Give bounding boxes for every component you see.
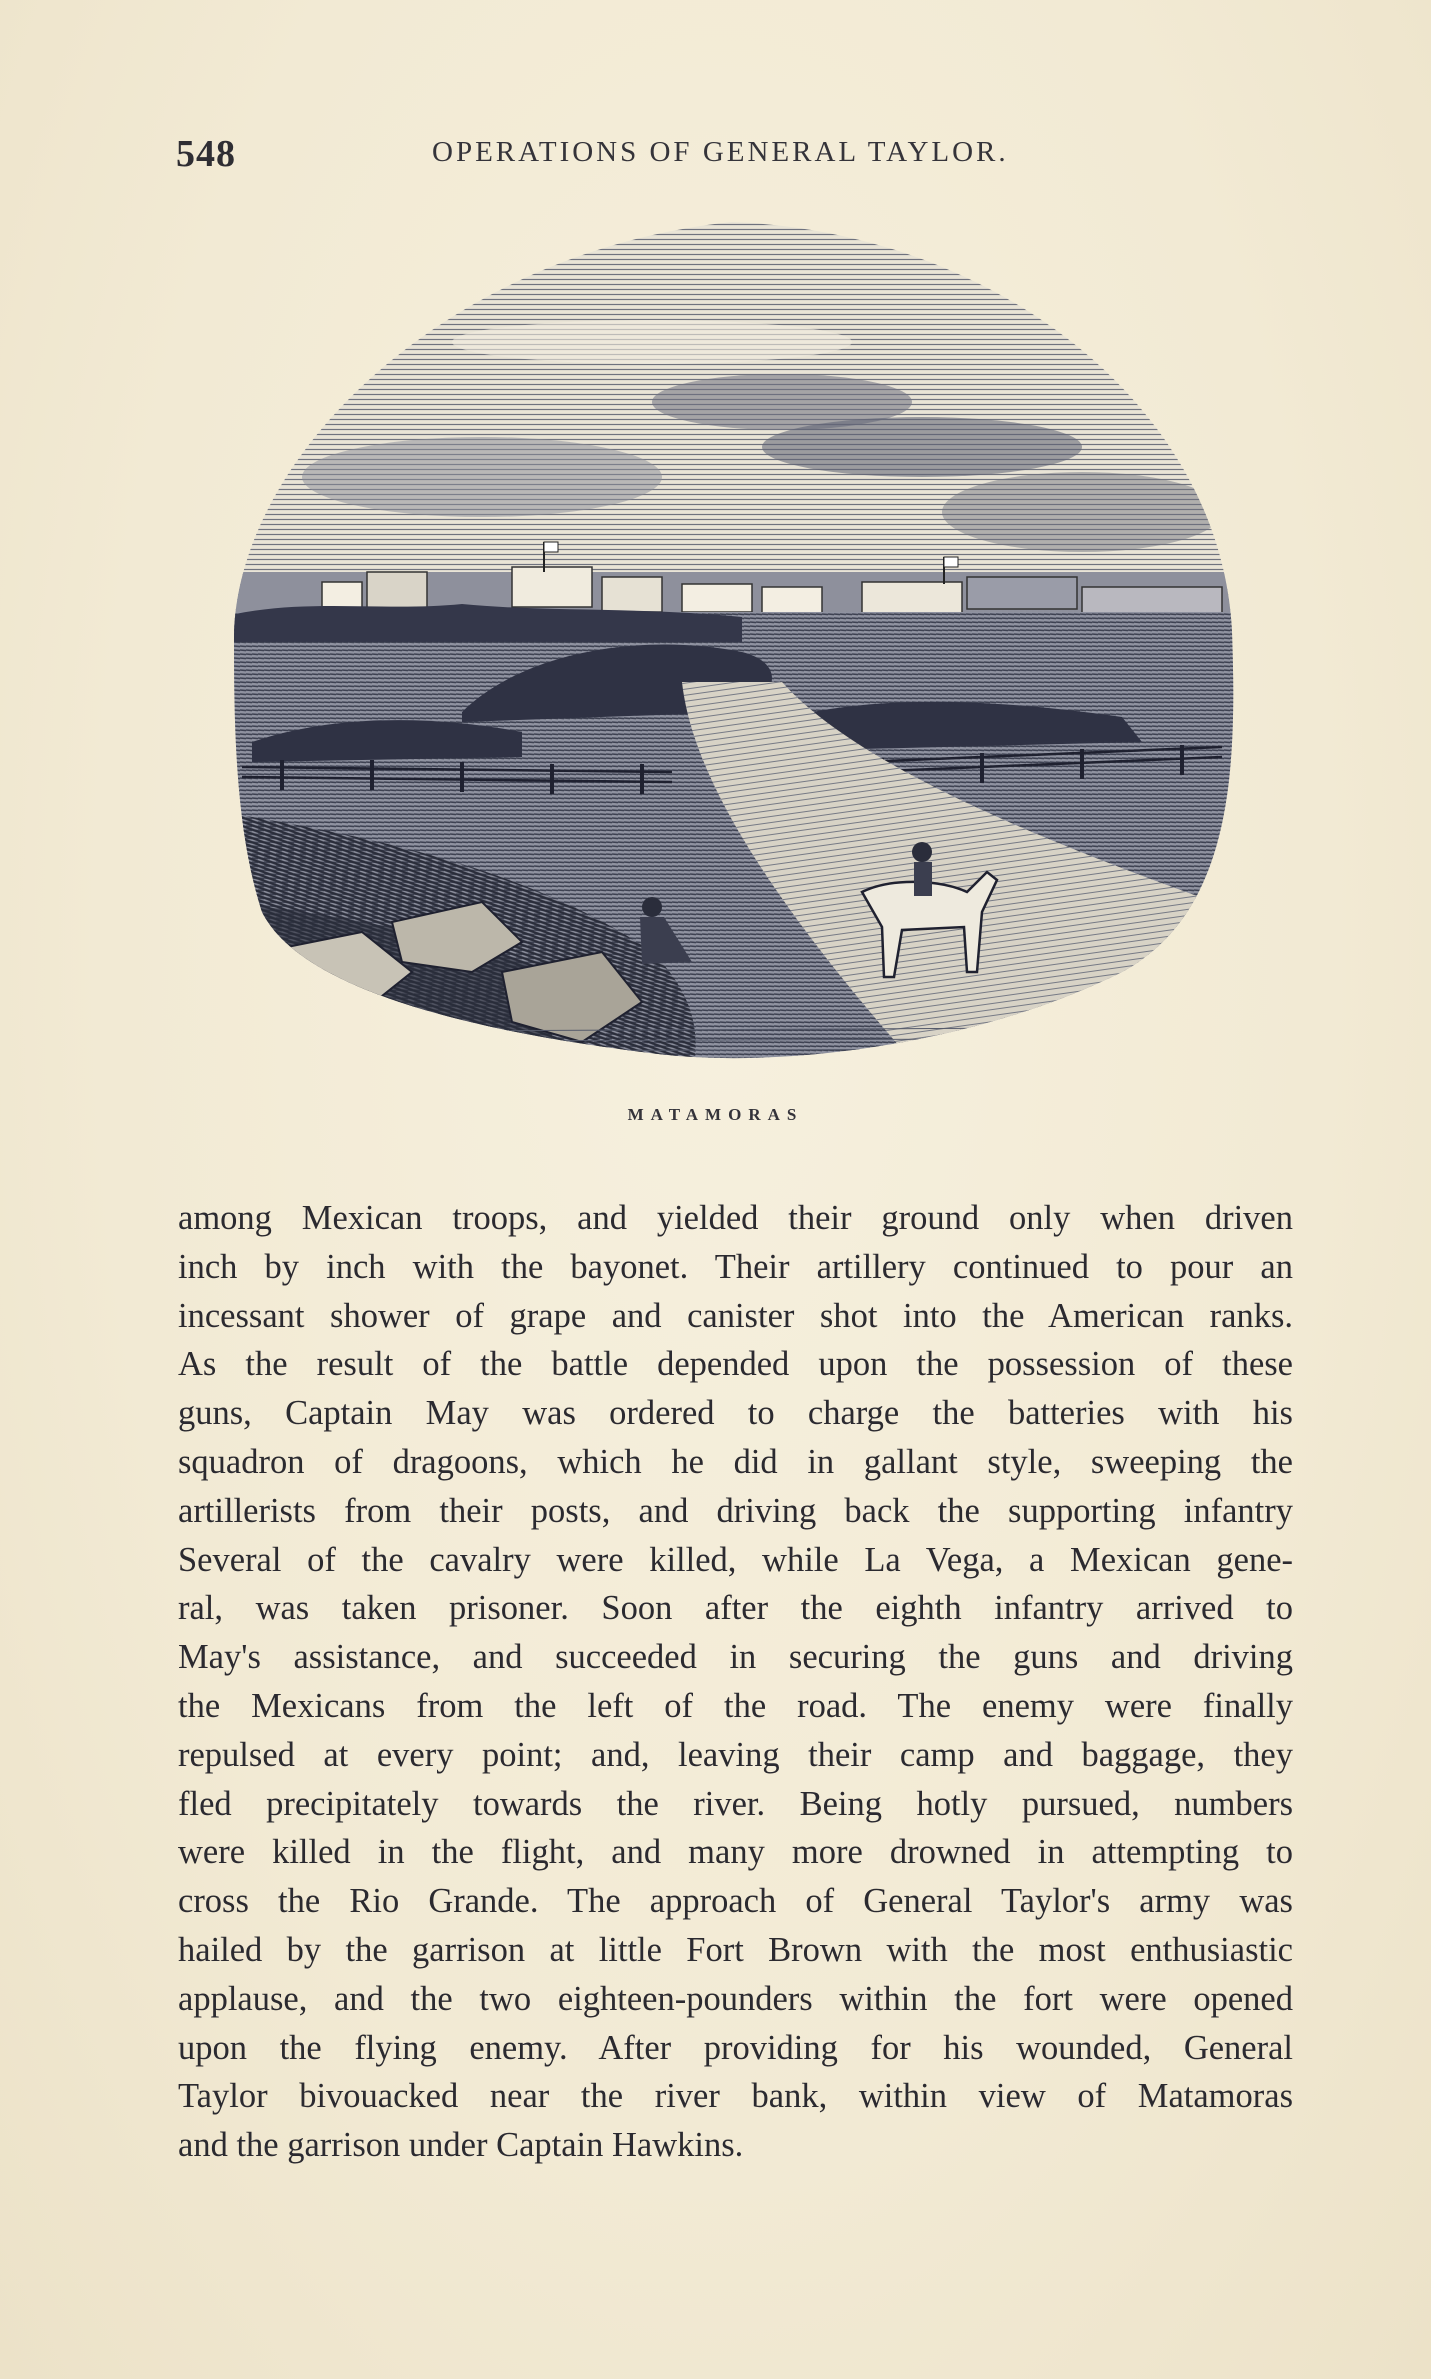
text-line: squadron of dragoons, which he did in gallant style, sweeping the [178, 1442, 1293, 1481]
text-line: cross the Rio Grande. The approach of General Taylor's army was [178, 1882, 1293, 1921]
text-line: artillerists from their posts, and driving back the supporting infantry [178, 1491, 1293, 1530]
text-line: were killed in the flight, and many more drowned in attempting to [178, 1833, 1293, 1872]
text-line: among Mexican troops, and yielded their ground only when driven [178, 1199, 1293, 1237]
page-number: 548 [176, 133, 236, 175]
text-line: repulsed at every point; and, leaving their camp and baggage, they [178, 1735, 1293, 1774]
text-line: ral, was taken prisoner. Soon after the eighth infantry arrived to [178, 1589, 1293, 1628]
text-line: Taylor bivouacked near the river bank, within view of Matamoras [178, 2077, 1293, 2116]
text-line: upon the flying enemy. After providing for his wounded, General [178, 2028, 1293, 2067]
text-line: fled precipitately towards the river. Being hotly pursued, numbers [178, 1784, 1293, 1823]
text-line: As the result of the battle depended upon the possession of these [178, 1345, 1293, 1384]
engraving-matamoras-landscape-icon [222, 212, 1242, 1082]
text-line: applause, and the two eighteen-pounders within the fort were opened [178, 1979, 1293, 2018]
text-line: the Mexicans from the left of the road. The enemy were finally [178, 1686, 1293, 1725]
text-line: guns, Captain May was ordered to charge the batteries with his [178, 1394, 1293, 1433]
text-line: May's assistance, and succeeded in securing the guns and driving [178, 1638, 1293, 1677]
text-line: Several of the cavalry were killed, while La Vega, a Mexican gene- [178, 1540, 1293, 1579]
text-line: inch by inch with the bayonet. Their artillery continued to pour an [178, 1247, 1293, 1286]
text-line: and the garrison under Captain Hawkins. [178, 2126, 744, 2165]
running-head: OPERATIONS OF GENERAL TAYLOR. [432, 136, 1009, 168]
body-text [178, 1194, 1293, 2170]
text-line: incessant shower of grape and canister shot into the American ranks. [178, 1296, 1293, 1335]
page-header [176, 132, 1286, 176]
illustration-caption: MATAMORAS [627, 1105, 804, 1124]
text-line: hailed by the garrison at little Fort Brown with the most enthusiastic [178, 1930, 1293, 1969]
matamoras-engraving [222, 212, 1242, 1082]
